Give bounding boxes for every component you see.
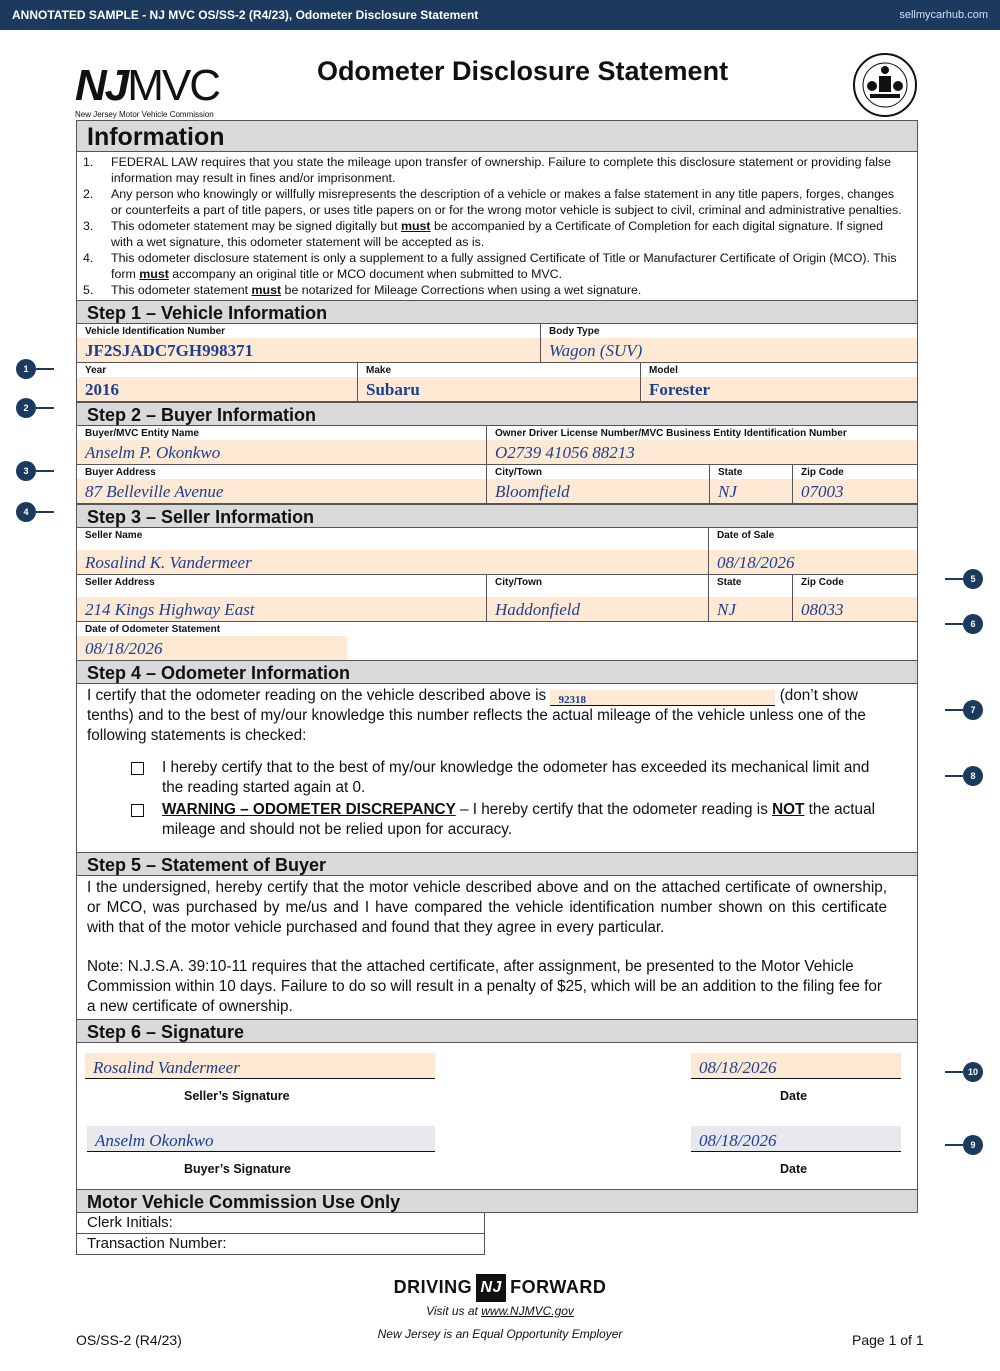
logo-nj: NJ	[75, 61, 128, 110]
buyer-zip-field[interactable]: 07003	[793, 479, 917, 503]
logo-subtitle: New Jersey Motor Vehicle Commission	[75, 110, 214, 119]
odometer-reading-field[interactable]: 92318	[550, 690, 775, 706]
buyer-address-field[interactable]: 87 Belleville Avenue	[77, 479, 486, 503]
form-id: OS/SS-2 (R4/23)	[76, 1332, 182, 1348]
buyer-note: Note: N.J.S.A. 39:10-11 requires that the attached certificate, after assignment, be presented to the Motor Vehicle Commission within 10 days. Failure to do so will result in a penalty of $25, which will be an addition to the filing fee for a new certificate of ownership.	[87, 958, 882, 1015]
annotation-banner	[0, 0, 1000, 30]
odometer-date-field[interactable]: 08/18/2026	[77, 636, 347, 660]
discrepancy-checkbox[interactable]	[131, 804, 144, 817]
seller-city-field[interactable]: Haddonfield	[487, 597, 708, 621]
callout-marker: 1	[16, 359, 36, 379]
callout-marker: 3	[16, 461, 36, 481]
buyer-signature-field[interactable]: Anselm Okonkwo	[87, 1126, 435, 1152]
seller-date-label: Date	[780, 1089, 808, 1103]
sale-date-field[interactable]: 08/18/2026	[709, 550, 917, 574]
step1-heading: Step 1 – Vehicle Information	[76, 300, 918, 324]
info-item: 5. This odometer statement must be notarized for Mileage Corrections when using a wet signature.	[83, 283, 642, 297]
seller-signature-label: Seller’s Signature	[184, 1089, 290, 1103]
buyer-address-label: Buyer Address	[85, 467, 156, 478]
buyer-date-field[interactable]: 08/18/2026	[691, 1126, 901, 1152]
model-field[interactable]: Forester	[641, 377, 917, 401]
footer-visit: Visit us at www.NJMVC.gov	[426, 1304, 574, 1318]
license-field[interactable]: O2739 41056 88213	[487, 440, 917, 464]
information-list	[76, 152, 918, 300]
buyer-city-label: City/Town	[495, 467, 543, 478]
nj-state-icon: NJ	[476, 1274, 506, 1302]
clerk-initials-field[interactable]: Clerk Initials:	[76, 1213, 485, 1234]
info-item: 3. This odometer statement may be signed digitally but must be accompanied by a Certificate of Completion for each digital signature. If signed with a wet signature, this odometer statement will be accepted as is.	[83, 219, 884, 249]
callout-marker: 5	[963, 569, 983, 589]
info-item: 1. FEDERAL LAW requires that you state the mileage upon transfer of ownership. Failure to complete this disclosure statement or providing false information may result in fines and/or imprisonment.	[83, 155, 892, 185]
odometer-form	[76, 120, 918, 1255]
logo-mvc: MVC	[127, 61, 220, 110]
body-type-label: Body Type	[549, 326, 600, 337]
callout-marker: 8	[963, 766, 983, 786]
step4-heading: Step 4 – Odometer Information	[76, 660, 918, 684]
njmvc-link[interactable]: www.NJMVC.gov	[481, 1304, 574, 1318]
seller-name-field[interactable]: Rosalind K. Vandermeer	[77, 550, 708, 574]
banner-site[interactable]: sellmycarhub.com	[899, 9, 988, 21]
step5-heading: Step 5 – Statement of Buyer	[76, 852, 918, 876]
driving-forward-logo: DRIVING NJ FORWARD	[0, 1274, 1000, 1302]
info-item: 2. Any person who knowingly or willfully misrepresents the description of a vehicle or makes a false statement in any title papers, forges, changes or counterfeits a part of title papers, or uses title papers on or for the wrong motor vehicle is subject to civil, criminal and administrative penalties.	[83, 187, 902, 217]
seller-address-label: Seller Address	[85, 577, 155, 588]
seller-zip-label: Zip Code	[801, 577, 844, 588]
callout-marker: 9	[963, 1135, 983, 1155]
buyer-city-field[interactable]: Bloomfield	[487, 479, 709, 503]
mvc-use-heading: Motor Vehicle Commission Use Only	[76, 1189, 918, 1213]
buyer-state-label: State	[718, 467, 743, 478]
transaction-number-field[interactable]: Transaction Number:	[76, 1234, 485, 1255]
buyer-date-label: Date	[780, 1162, 808, 1176]
footer-eoe: New Jersey is an Equal Opportunity Employer	[377, 1327, 623, 1341]
step3-heading: Step 3 – Seller Information	[76, 504, 918, 528]
odometer-certification: I certify that the odometer reading on the vehicle described above is 92318 (don’t show tenths) and to the best of my/our knowledge this number reflects the actual mileage of the vehicle unless one of the following statements is checked: I hereby certify that to the best of my/our knowledge the odometer has exceeded its mechanical limit and the reading started again at 0. WARNING – ODOMETER DISCREPANCY – I hereby certify that the odometer reading is NOT the actual mileage and should not be relied upon for accuracy.	[76, 684, 918, 852]
make-label: Make	[366, 365, 392, 376]
vin-field[interactable]: JF2SJADC7GH998371	[77, 338, 540, 362]
step2-heading: Step 2 – Buyer Information	[76, 402, 918, 426]
seller-date-field[interactable]: 08/18/2026	[691, 1053, 901, 1079]
make-field[interactable]: Subaru	[358, 377, 640, 401]
callout-marker: 2	[16, 398, 36, 418]
njmvc-logo	[75, 61, 230, 119]
banner-title: ANNOTATED SAMPLE - NJ MVC OS/SS-2 (R4/23), Odometer Disclosure Statement	[12, 8, 479, 22]
information-heading: Information	[76, 120, 918, 152]
seller-name-label: Seller Name	[85, 530, 143, 541]
buyer-statement: I the undersigned, hereby certify that the motor vehicle described above and on the attached certificate of ownership, or MCO, was purchased by me/us and I have compared the vehicle identification number shown on this certificate with that of the motor vehicle purchased and found that they agree in every particular. Note: N.J.S.A. 39:10-11 requires that the attached certificate, after assignment, be presented to the Motor Vehicle Commission within 10 days. Failure to do so will result in a penalty of $25, which will be an addition to the filing fee for a new certificate of ownership.	[76, 876, 918, 1019]
info-item: 4. This odometer disclosure statement is only a supplement to a fully assigned Certificate of Title or Manufacturer Certificate of Origin (MCO). This form must accompany an original title or MCO document when submitted to MVC.	[83, 251, 897, 281]
seller-address-field[interactable]: 214 Kings Highway East	[77, 597, 486, 621]
callout-marker: 10	[963, 1062, 983, 1082]
buyer-zip-label: Zip Code	[801, 467, 844, 478]
mechanical-limit-checkbox[interactable]	[131, 762, 144, 775]
buyer-signature-label: Buyer’s Signature	[184, 1162, 291, 1176]
seller-signature-field[interactable]: Rosalind Vandermeer	[85, 1053, 435, 1079]
discrepancy-option: WARNING – ODOMETER DISCREPANCY – I hereby certify that the odometer reading is NOT the actual mileage and should not be relied upon for accuracy.	[131, 800, 887, 840]
callout-marker: 4	[16, 502, 36, 522]
odometer-date-label: Date of Odometer Statement	[85, 624, 221, 635]
buyer-name-field[interactable]: Anselm P. Okonkwo	[77, 440, 486, 464]
step6-heading: Step 6 – Signature	[76, 1019, 918, 1043]
seller-city-label: City/Town	[495, 577, 543, 588]
document-title: Odometer Disclosure Statement	[316, 56, 729, 86]
model-label: Model	[649, 365, 678, 376]
state-seal-icon	[852, 52, 918, 118]
buyer-state-field[interactable]: NJ	[710, 479, 792, 503]
body-type-field[interactable]: Wagon (SUV)	[541, 338, 917, 362]
mechanical-limit-option: I hereby certify that to the best of my/our knowledge the odometer has exceeded its mechanical limit and the reading started again at 0.	[131, 758, 887, 798]
sale-date-label: Date of Sale	[717, 530, 775, 541]
vin-label: Vehicle Identification Number	[85, 326, 226, 337]
year-field[interactable]: 2016	[77, 377, 357, 401]
seller-zip-field[interactable]: 08033	[793, 597, 917, 621]
signature-area	[76, 1043, 918, 1189]
license-label: Owner Driver License Number/MVC Business Entity Identification Number	[495, 428, 847, 439]
callout-marker: 7	[963, 700, 983, 720]
page-number: Page 1 of 1	[852, 1332, 924, 1348]
seller-state-label: State	[717, 577, 742, 588]
seller-state-field[interactable]: NJ	[709, 597, 792, 621]
callout-marker: 6	[963, 614, 983, 634]
buyer-name-label: Buyer/MVC Entity Name	[85, 428, 199, 439]
year-label: Year	[85, 365, 107, 376]
